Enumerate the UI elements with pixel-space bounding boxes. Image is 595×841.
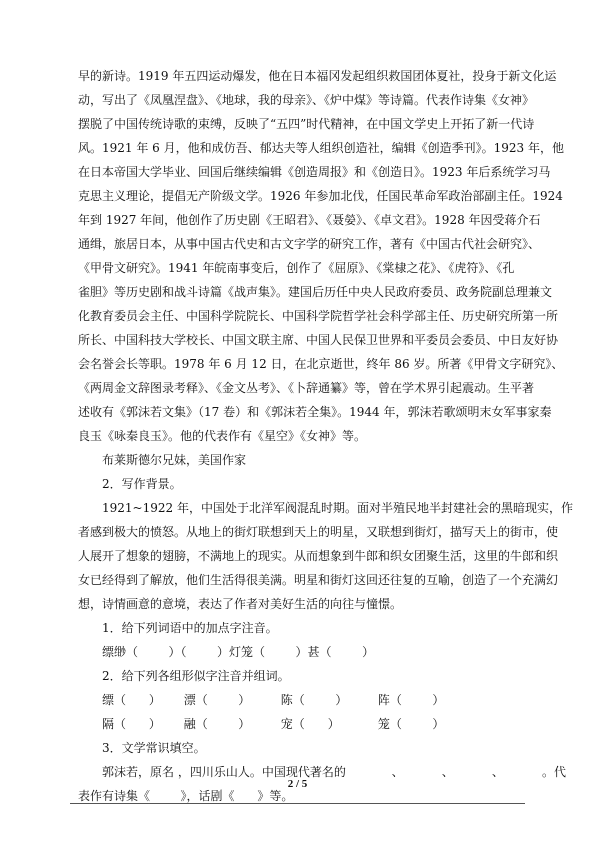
background-line: 想，诗情画意的意境，表达了作者对美好生活的向往与憧憬。	[78, 597, 403, 611]
bio-line: 动，写出了《凤凰涅盘》、《地球，我的母亲》、《炉中煤》等诗篇。代表作诗集《女神》	[78, 93, 535, 107]
footer-divider	[70, 803, 525, 804]
bio-line: 早的新诗。1919 年五四运动爆发，他在日本福冈发起组织救国团体夏社，投身于新文化运	[78, 69, 557, 83]
question-3-line-1: 郭沫若，原名 ，四川乐山人。中国现代著名的 、 、 、 。代	[102, 765, 567, 779]
question-2-row-2: 隔（ ） 融（ ） 宠（ ） 笼（ ）	[102, 717, 445, 731]
bio-line: 所长、中国科技大学校长、中国文联主席、中国人民保卫世界和平委员会委员、中日友好协	[78, 333, 559, 347]
background-line: 人展开了想象的翅膀，不满地上的现实。从而想象到牛郎和织女团聚生活，这里的牛郎和织	[78, 549, 559, 563]
question-1-blanks: 缥缈（ ）（ ）灯笼（ ）甚（ ）	[102, 645, 375, 659]
question-3-line-2: 表作有诗集《 》，话剧《 》等。	[78, 789, 294, 803]
question-2-heading: 2．给下列各组形似字注音并组词。	[102, 669, 290, 683]
document-body	[78, 64, 573, 808]
bio-line: 克思主义理论，提倡无产阶级文学。1926 年参加北伐，任国民革命军政治部副主任。1924	[78, 189, 563, 203]
bio-line: 会名誉会长等职。1978 年 6 月 12 日，在北京逝世，终年 86 岁。所著《甲骨文字研究》、	[78, 357, 564, 371]
page-number: 2 / 5	[287, 778, 308, 790]
bio-line: 通缉，旅居日本，从事中国古代史和古文字学的研究工作，著有《中国古代社会研究》、	[78, 237, 541, 251]
bio-line: 《甲骨文研究》。1941 年皖南事变后，创作了《屈原》、《棠棣之花》、《虎符》、《孔	[78, 261, 515, 275]
background-paragraph	[78, 496, 573, 616]
bio-line: 良玉《咏秦良玉》。他的代表作有《星空》《女神》等。	[78, 429, 367, 443]
bio-line: 在日本帝国大学毕业、回国后继续编辑《创造周报》和《创造日》。1923 年后系统学习马	[78, 165, 551, 179]
bio-line: 述收有《郭沫若文集》（17 卷）和《郭沫若全集》。1944 年，郭沫若歌颂明末女军事家秦	[78, 405, 552, 419]
author-note: 布莱斯德尔兄妹，美国作家	[102, 453, 247, 467]
question-3-heading: 3．文学常识填空。	[102, 741, 206, 755]
bio-line: 雀胆》等历史剧和战斗诗篇《战声集》。建国后历任中央人民政府委员、政务院副总理兼文	[78, 285, 553, 299]
bio-line: 《两周金文辞图录考释》、《金文丛考》、《卜辞通纂》等，曾在学术界引起震动。生平著	[78, 381, 535, 395]
background-line: 女已经得到了解放，他们生活得很美满。明星和街灯这回还往复的互喻，创造了一个充满幻	[78, 573, 559, 587]
bio-line: 化教育委员会主任、中国科学院院长、中国科学院哲学社会科学部主任、历史研究所第一所	[78, 309, 559, 323]
background-line: 1921~1922 年，中国处于北洋军阀混乱时期。面对半殖民地半封建社会的黑暗现实，作	[102, 501, 573, 515]
biography-paragraph	[78, 64, 564, 448]
bio-line: 风。1921 年 6 月，他和成仿吾、郁达夫等人组织创造社，编辑《创造季刊》。1923 年，他	[78, 141, 564, 155]
background-line: 者感到极大的愤怒。从地上的街灯联想到天上的明星，又联想到街灯，描写天上的街市，使	[78, 525, 559, 539]
bio-line: 摆脱了中国传统诗歌的束缚，反映了“五四”时代精神，在中国文学史上开拓了新一代诗	[78, 117, 535, 131]
bio-line: 年到 1927 年间，他创作了历史剧《王昭君》、《聂嫈》、《卓文君》。1928 年因受蒋介石	[78, 213, 541, 227]
section-heading-background: 2．写作背景。	[102, 477, 182, 491]
question-1-heading: 1．给下列词语中的加点字注音。	[102, 621, 278, 635]
question-2-row-1: 缥（ ） 漂（ ） 陈（ ） 阵（ ）	[102, 693, 445, 707]
